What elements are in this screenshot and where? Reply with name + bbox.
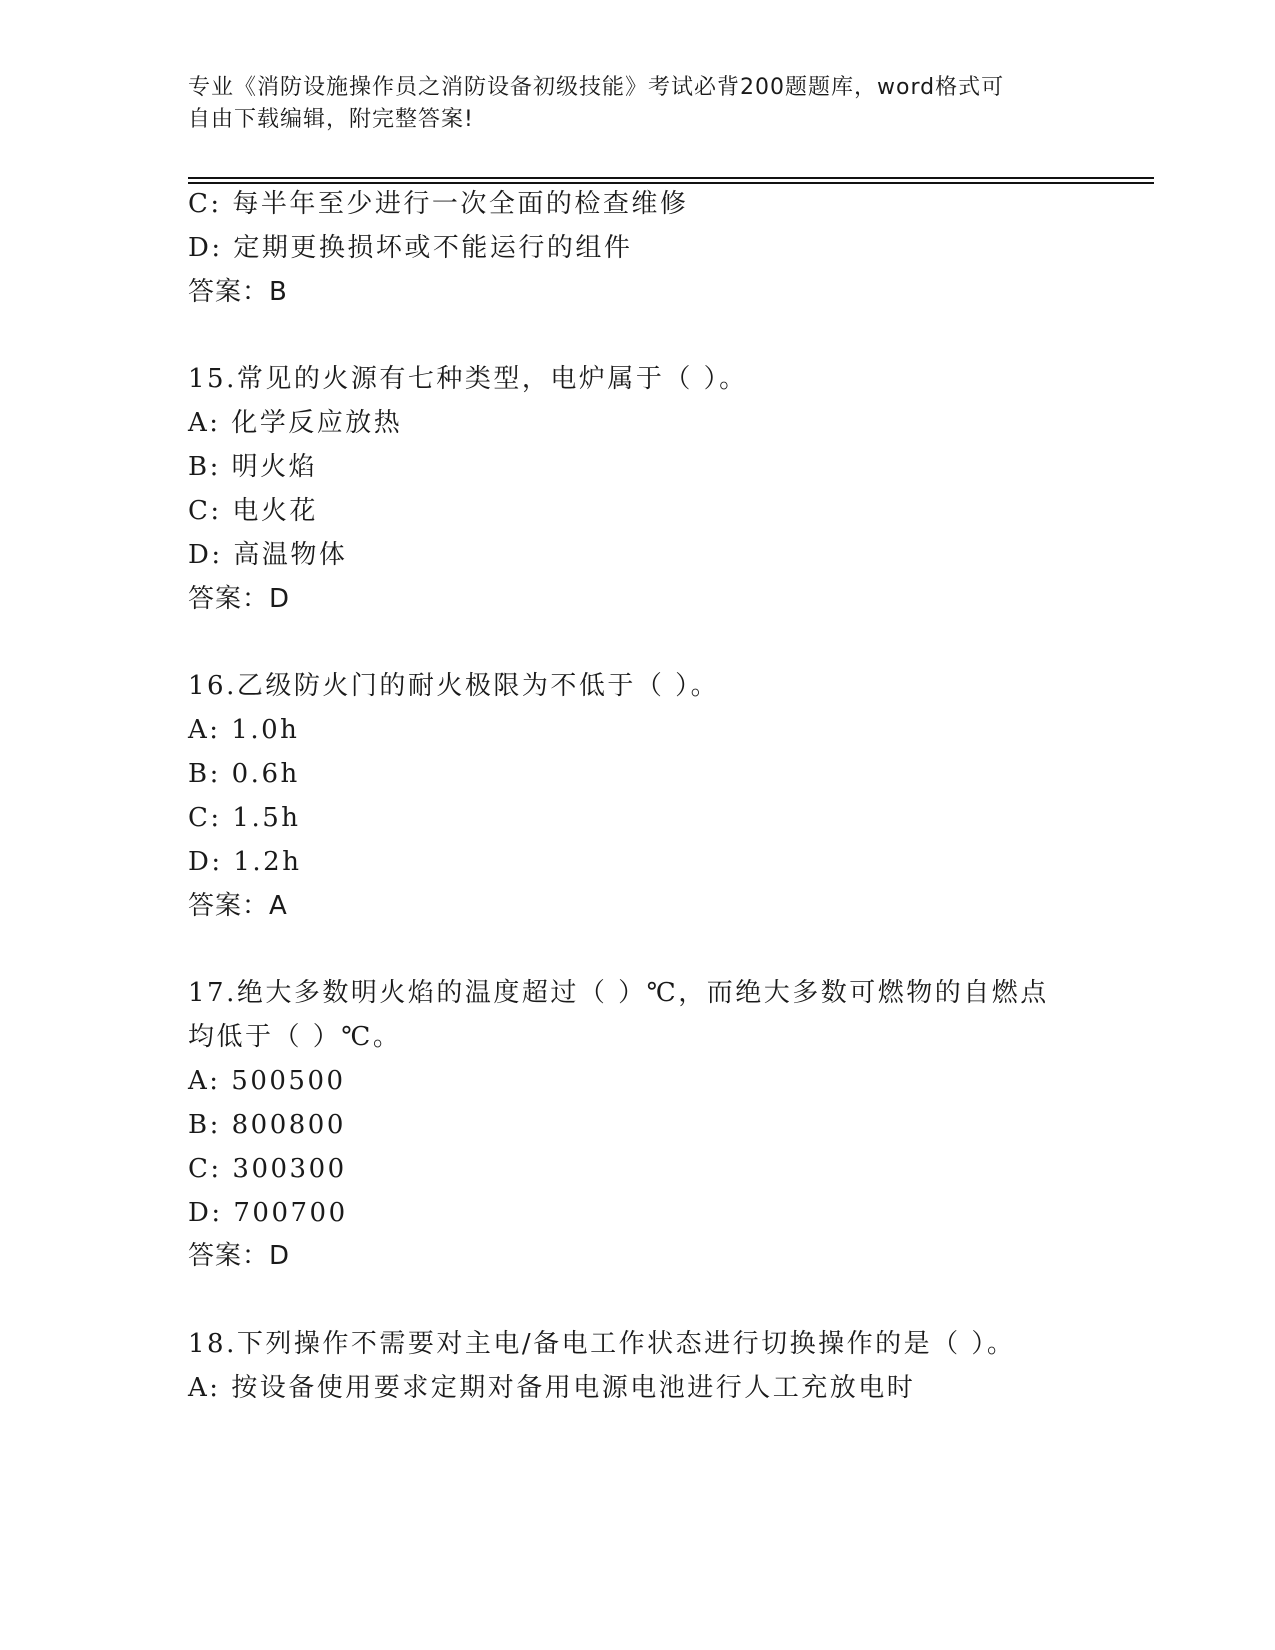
q18-stem: 18.下列操作不需要对主电/备电工作状态进行切换操作的是（ ）。	[188, 1329, 1016, 1359]
q17-stem-line-1: 17.绝大多数明火焰的温度超过（ ）℃，而绝大多数可燃物的自燃点	[188, 978, 1049, 1008]
prev-option-d: D: 定期更换损坏或不能运行的组件	[188, 233, 633, 263]
q17-answer: 答案：D	[188, 1241, 291, 1271]
q17-option-a: A: 500500	[188, 1066, 346, 1096]
q16-option-d: D: 1.2h	[188, 847, 302, 877]
q15-answer: 答案：D	[188, 584, 291, 614]
prev-option-c: C: 每半年至少进行一次全面的检查维修	[188, 189, 689, 219]
header-divider-top	[188, 177, 1154, 179]
q16-option-a: A: 1.0h	[188, 715, 300, 745]
q16-stem: 16.乙级防火门的耐火极限为不低于（ ）。	[188, 671, 720, 701]
q17-option-c: C: 300300	[188, 1154, 347, 1184]
header-divider-bottom	[188, 182, 1154, 184]
q17-stem-line-2: 均低于（ ）℃。	[188, 1022, 402, 1052]
q15-option-c: C: 电火花	[188, 496, 318, 526]
document-header	[188, 72, 1068, 136]
q16-option-c: C: 1.5h	[188, 803, 301, 833]
q16-answer: 答案：A	[188, 891, 288, 921]
q18-option-a: A: 按设备使用要求定期对备用电源电池进行人工充放电时	[188, 1373, 916, 1403]
header-title-line-1: 专业《消防设施操作员之消防设备初级技能》考试必背200题题库，word格式可	[188, 75, 1005, 100]
q15-stem: 15.常见的火源有七种类型，电炉属于（ ）。	[188, 364, 748, 394]
q17-option-d: D: 700700	[188, 1198, 348, 1228]
header-title-line-2: 自由下载编辑，附完整答案!	[188, 107, 474, 132]
q17-option-b: B: 800800	[188, 1110, 346, 1140]
q15-option-d: D: 高温物体	[188, 540, 348, 570]
prev-answer: 答案：B	[188, 277, 288, 307]
q15-option-a: A: 化学反应放热	[188, 408, 403, 438]
q16-option-b: B: 0.6h	[188, 759, 300, 789]
q15-option-b: B: 明火焰	[188, 452, 318, 482]
